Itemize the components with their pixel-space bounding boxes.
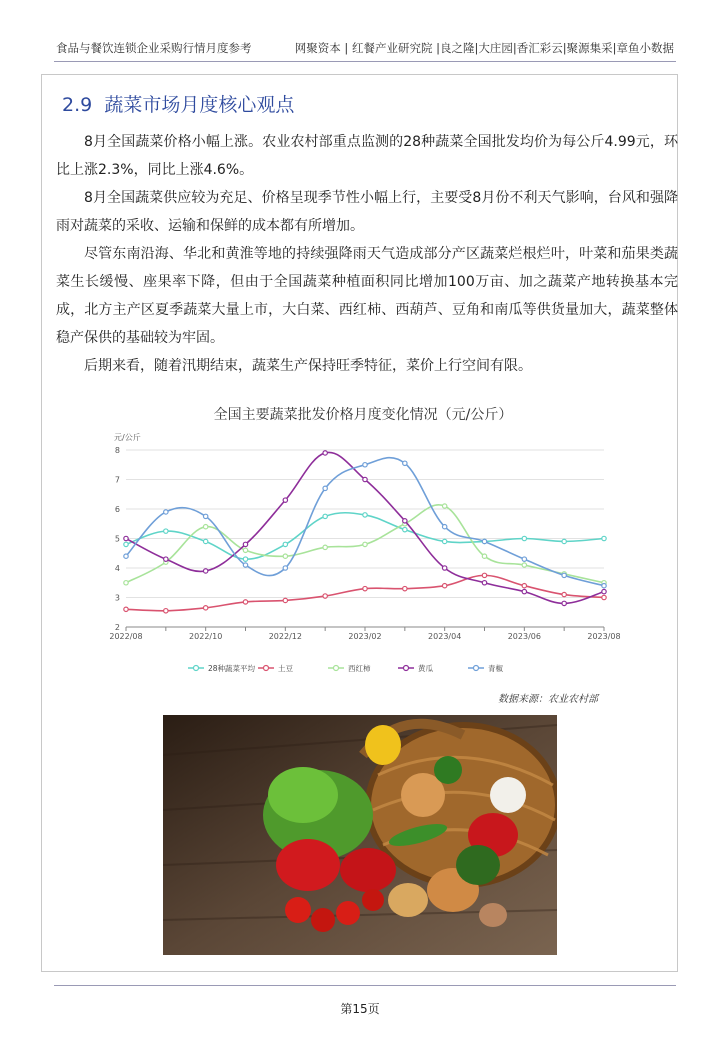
data-point (203, 539, 207, 543)
data-point (482, 573, 486, 577)
data-point (482, 581, 486, 585)
y-tick-label: 3 (114, 593, 120, 603)
data-point (243, 542, 247, 546)
data-point (203, 606, 207, 610)
data-point (522, 557, 526, 561)
vegetable-basket-illustration (163, 715, 557, 955)
data-point (442, 566, 446, 570)
data-point (283, 598, 287, 602)
x-tick-label: 2023/02 (348, 632, 382, 641)
data-point (442, 539, 446, 543)
data-point (602, 584, 606, 588)
data-point (243, 557, 247, 561)
data-point (363, 463, 367, 467)
data-point (283, 566, 287, 570)
y-tick-label: 5 (114, 534, 120, 544)
data-point (124, 554, 128, 558)
data-point (522, 584, 526, 588)
legend-label: 土豆 (278, 664, 293, 673)
data-point (562, 601, 566, 605)
x-tick-label: 2023/04 (428, 632, 462, 641)
data-point (442, 525, 446, 529)
paragraph: 8月全国蔬菜价格小幅上涨。农业农村部重点监测的28种蔬菜全国批发均价为每公斤4.99元，环比上涨2.3%，同比上涨4.6%。 (56, 134, 678, 178)
section-title (62, 90, 294, 117)
series-line (126, 513, 604, 559)
legend-marker (264, 666, 269, 671)
page-number: 第15页 (340, 1002, 380, 1016)
data-point (283, 554, 287, 558)
x-tick-label: 2022/08 (109, 632, 143, 641)
legend-label: 黄瓜 (418, 664, 433, 673)
data-point (203, 514, 207, 518)
data-point (363, 513, 367, 517)
legend-marker (474, 666, 479, 671)
section-title-text: 蔬菜市场月度核心观点 (104, 94, 295, 116)
data-point (243, 600, 247, 604)
data-point (124, 607, 128, 611)
x-tick-label: 2022/10 (189, 632, 223, 641)
series-line (126, 575, 604, 610)
price-chart (108, 404, 621, 712)
data-point (522, 589, 526, 593)
chart-title: 全国主要蔬菜批发价格月度变化情况（元/公斤） (213, 407, 513, 423)
data-point (442, 504, 446, 508)
y-tick-label: 4 (114, 564, 120, 573)
data-point (562, 539, 566, 543)
header-right-sources: 网聚资本 | 红餐产业研究院 |良之隆|大庄园|香汇彩云|聚源集采|章鱼小数据 (294, 41, 674, 55)
data-point (164, 609, 168, 613)
y-tick-label: 6 (114, 505, 120, 514)
data-point (602, 595, 606, 599)
data-point (403, 527, 407, 531)
data-point (164, 510, 168, 514)
data-point (602, 536, 606, 540)
y-tick-label: 8 (114, 446, 120, 455)
y-axis-label: 元/公斤 (114, 433, 141, 442)
data-point (562, 592, 566, 596)
data-point (283, 542, 287, 546)
data-point (283, 498, 287, 502)
paragraph: 8月全国蔬菜供应较为充足、价格呈现季节性小幅上行，主要受8月份不利天气影响，台风和强降雨对蔬菜的采收、运输和保鲜的成本都有所增加。 (56, 190, 678, 234)
legend-label: 西红柿 (348, 664, 371, 673)
legend-label: 青椒 (488, 664, 503, 673)
paragraph: 后期来看，随着汛期结束，蔬菜生产保持旺季特征，菜价上行空间有限。 (84, 358, 532, 374)
data-point (403, 586, 407, 590)
legend-marker (194, 666, 199, 671)
data-point (442, 584, 446, 588)
data-point (602, 589, 606, 593)
data-point (124, 542, 128, 546)
data-point (203, 569, 207, 573)
data-point (323, 451, 327, 455)
data-point (363, 542, 367, 546)
data-point (243, 563, 247, 567)
data-point (323, 545, 327, 549)
data-point (363, 586, 367, 590)
footer-divider (54, 985, 676, 986)
x-tick-label: 2022/12 (268, 632, 302, 641)
data-point (482, 539, 486, 543)
data-point (243, 548, 247, 552)
y-tick-label: 2 (114, 623, 120, 632)
vegetable-basket-photo (163, 715, 557, 955)
data-point (164, 529, 168, 533)
body-text (56, 128, 678, 380)
data-source-note: 数据来源：农业农村部 (498, 694, 598, 705)
chart-svg (108, 428, 621, 708)
legend-label: 28种蔬菜平均 (208, 664, 256, 673)
legend-marker (404, 666, 409, 671)
data-point (403, 519, 407, 523)
data-point (522, 536, 526, 540)
data-point (124, 581, 128, 585)
header-left-title: 食品与餐饮连锁企业采购行情月度参考 (56, 41, 252, 55)
data-point (363, 477, 367, 481)
data-point (323, 514, 327, 518)
data-point (482, 554, 486, 558)
data-point (562, 573, 566, 577)
data-point (124, 536, 128, 540)
x-tick-label: 2023/06 (507, 632, 541, 641)
paragraph: 尽管东南沿海、华北和黄淮等地的持续强降雨天气造成部分产区蔬菜烂根烂叶，叶菜和茄果类蔬菜生长缓慢、座果率下降，但由于全国蔬菜种植面积同比增加100万亩、加之蔬菜产地转换基本完成，北方主产区夏季蔬菜大量上市，大白菜、西红柿、西葫芦、豆角和南瓜等供货量加大，蔬菜整体稳产保供的基础较为牢固。 (56, 246, 678, 346)
legend-marker (334, 666, 339, 671)
x-tick-label: 2023/08 (587, 632, 621, 641)
section-number: 2.9 (62, 94, 93, 116)
data-point (323, 594, 327, 598)
y-tick-label: 7 (114, 475, 120, 485)
data-point (403, 461, 407, 465)
header-divider (54, 61, 676, 62)
data-point (323, 486, 327, 490)
series-line (126, 452, 604, 603)
data-point (522, 563, 526, 567)
data-point (164, 557, 168, 561)
data-point (203, 525, 207, 529)
